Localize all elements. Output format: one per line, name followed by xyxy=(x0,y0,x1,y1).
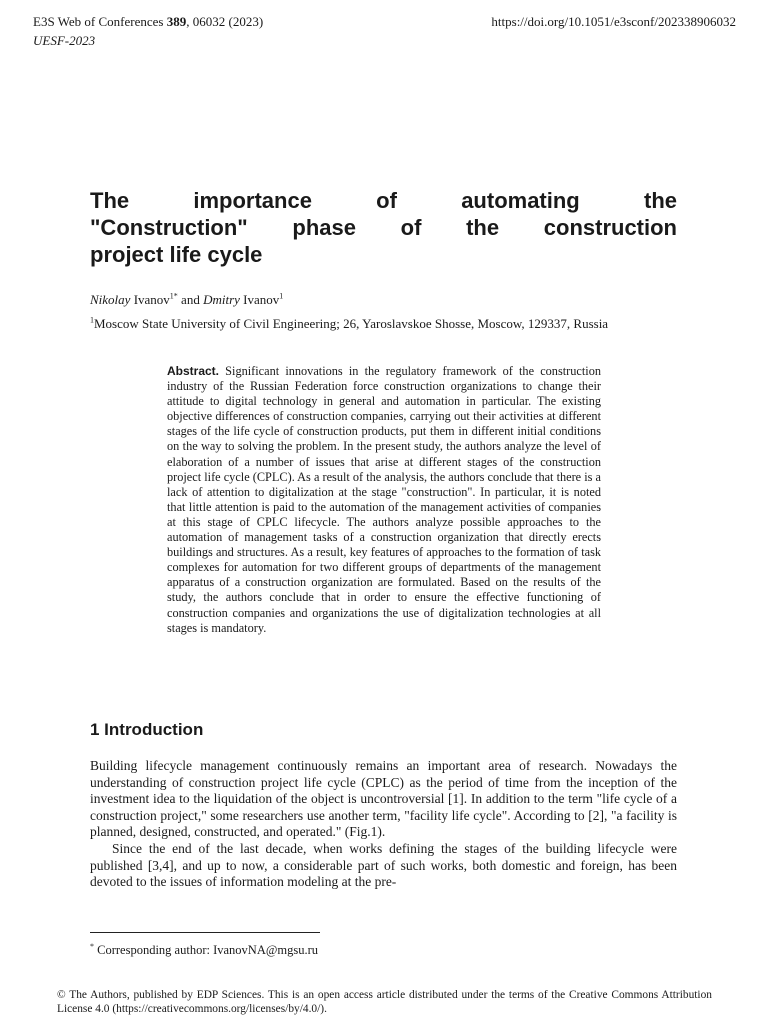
introduction-body xyxy=(90,758,677,891)
affiliation-text: Moscow State University of Civil Engineering; 26, Yaroslavskoe Shosse, Moscow, 129337, Russia xyxy=(94,316,609,331)
paragraph: Building lifecycle management continuously remains an important area of research. Nowadays the understanding of construction project life cycle (CPLC) as the period of time from the inception of the investment idea to the liquidation of the object is uncontroversial [1]. In addition to the term "life cycle of a construction project," some researchers use another term, "facility life cycle". According to [2], "a facility is planned, designed, constructed, and operated." (Fig.1). xyxy=(90,758,677,840)
abstract xyxy=(167,364,601,636)
footnote xyxy=(90,943,318,958)
doi-link[interactable]: https://doi.org/10.1051/e3sconf/202338906032 xyxy=(491,14,736,29)
abstract-label: Abstract. xyxy=(167,364,220,378)
affiliation xyxy=(90,316,608,332)
abstract-text: Significant innovations in the regulatory framework of the construction industry of the Russian Federation force construction organizations to change their attitude to digital technology in general and automation in particular. The existing objective differences of construction companies, carrying out their activities at different stages of the life cycle of construction products, put them in different initial conditions on the way to solving the problem. In the present study, the authors analyze the level of elaboration of a number of issues that arise at different stages of the construction project life cycle (CPLC). As a result of the analysis, the authors conclude that there is a lack of attention to digitalization at the stage "construction". In particular, it is noted that little attention is paid to the automation of the management activities of companies at this stage of CPLC lifecycle. The authors analyze possible approaches to the automation of management tasks of a construction organization that directly erects buildings and structures. As a result, key features of approaches to the formation of task complexes for automation for two different groups of departments of the management apparatus of a construction organization are formulated. Based on the results of the study, the authors conclude that in order to ensure the effective functioning of construction companies and organizations the use of digitalization technologies at all stages is mandatory. xyxy=(167,364,601,635)
footnote-mark: * xyxy=(90,941,94,951)
journal-header xyxy=(33,12,263,50)
author-2-last-name: Ivanov xyxy=(239,292,280,307)
footnote-text: Corresponding author: IvanovNA@mgsu.ru xyxy=(94,943,318,957)
journal-article: , 06032 (2023) xyxy=(186,14,264,29)
title-line: "Construction" phase of the construction xyxy=(90,215,677,240)
license-notice: © The Authors, published by EDP Sciences. This is an open access article distributed under the terms of the Creative Commons Attribution License 4.0 (https://creativecommons.org/licenses/by/4.0/). xyxy=(57,989,712,1015)
author-1-first-name: Nikolay xyxy=(90,292,131,307)
title-line: The importance of automating the xyxy=(90,188,677,213)
author-2-affiliation-mark: 1 xyxy=(279,291,284,301)
author-2-first-name: Dmitry xyxy=(203,292,240,307)
author-list xyxy=(90,292,283,308)
author-1-last-name: Ivanov xyxy=(130,292,170,307)
journal-prefix: E3S Web of Conferences xyxy=(33,14,167,29)
conference-name: UESF-2023 xyxy=(33,33,96,48)
footnote-divider xyxy=(90,932,320,933)
paragraph: Since the end of the last decade, when works defining the stages of the building lifecycle were published [3,4], and up to now, a considerable part of such works, both domestic and foreign, has been devoted to the issues of information modeling at the pre- xyxy=(90,840,677,890)
author-1-affiliation-mark: 1* xyxy=(169,291,178,301)
paper-title xyxy=(90,187,677,268)
journal-volume: 389 xyxy=(166,14,187,29)
section-heading: 1 Introduction xyxy=(90,720,204,739)
title-line: project life cycle xyxy=(90,242,263,267)
journal-citation xyxy=(33,12,263,31)
affiliation-mark: 1 xyxy=(90,315,94,325)
author-separator: and xyxy=(177,292,204,307)
